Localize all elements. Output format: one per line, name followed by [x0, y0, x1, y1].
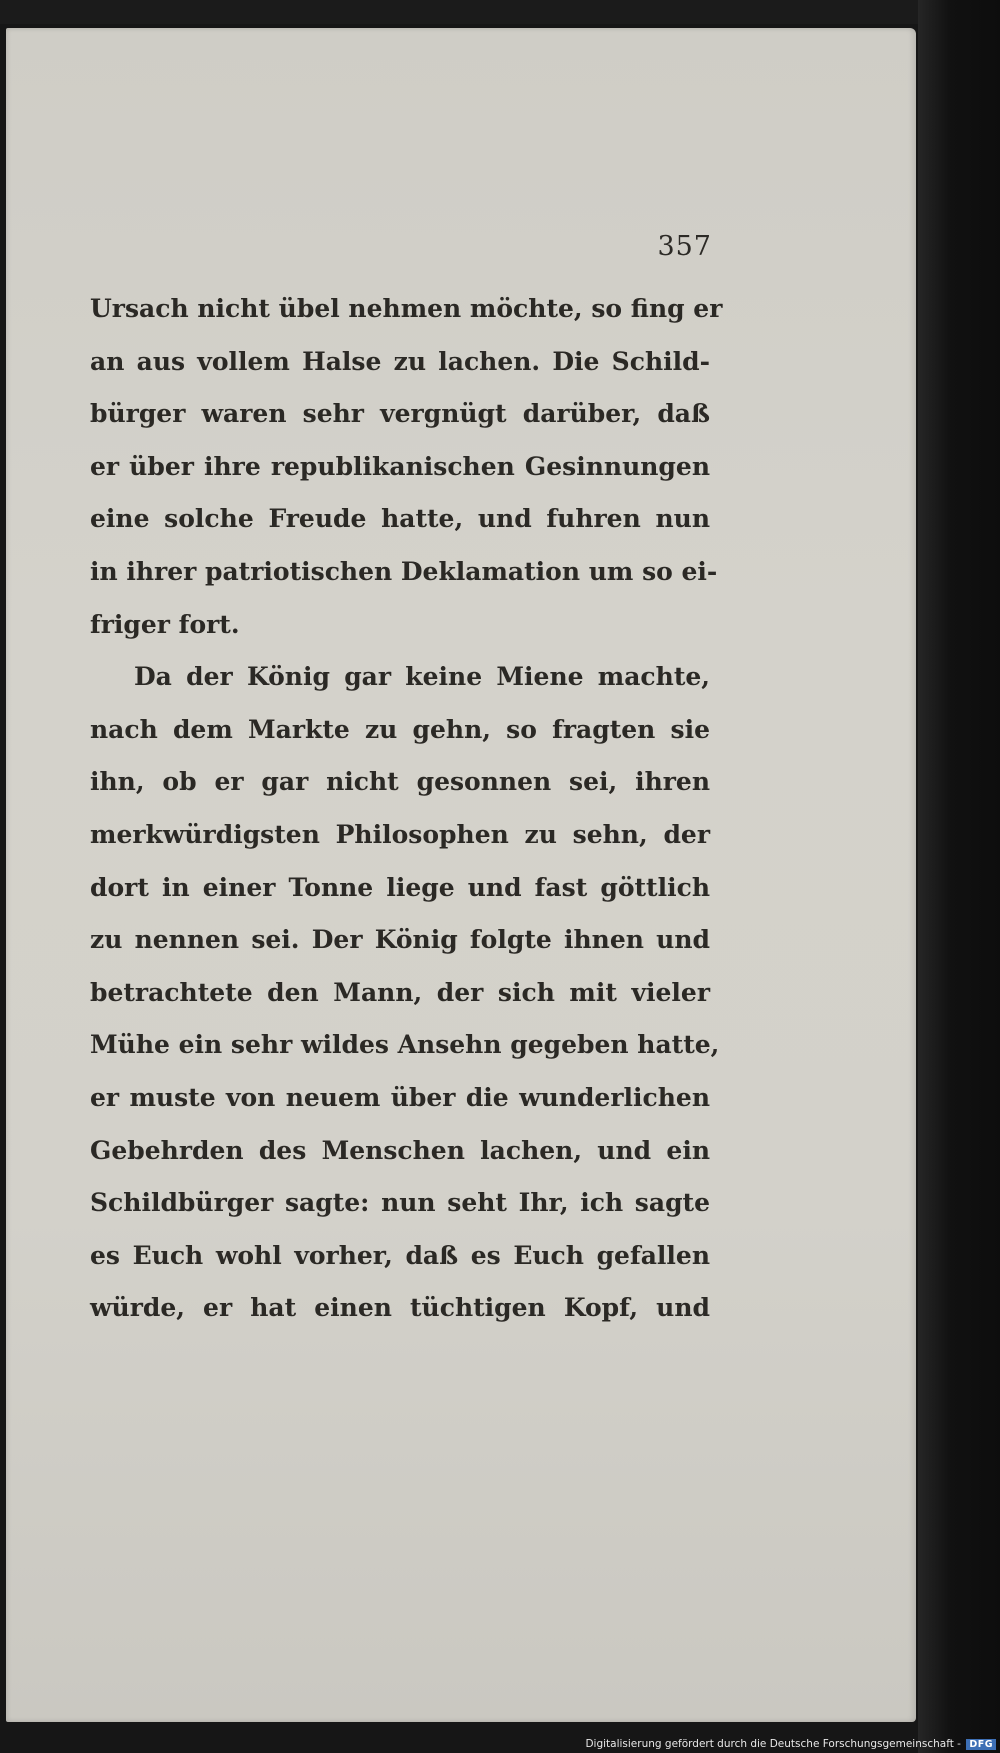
text-line: bürger waren sehr vergnügt darüber, daß [90, 399, 710, 429]
dfg-logo: DFG [966, 1739, 996, 1750]
text-line: Mühe ein sehr wildes Ansehn gegeben hatte, [90, 1030, 720, 1060]
text-line: an aus vollem Halse zu lachen. Die Schild- [90, 346, 710, 376]
text-line: ihn, ob er gar nicht gesonnen sei, ihren [90, 767, 710, 797]
funding-credit-text: Digitalisierung gefördert durch die Deutsche Forschungsgemeinschaft - [585, 1738, 961, 1750]
page-body-text [90, 283, 723, 1335]
text-line: er über ihre republikanischen Gesinnungen [90, 451, 710, 481]
text-line: würde, er hat einen tüchtigen Kopf, und [90, 1293, 710, 1323]
text-line: zu nennen sei. Der König folgte ihnen und [90, 925, 710, 955]
text-line: betrachtete den Mann, der sich mit vieler [90, 977, 710, 1007]
page-number: 357 [657, 231, 712, 262]
text-line: Gebehrden des Menschen lachen, und ein [90, 1135, 710, 1165]
text-line: Ursach nicht übel nehmen möchte, so fing er [90, 294, 723, 323]
top-dark-strip [0, 0, 1000, 24]
text-line: er muste von neuem über die wunderlichen [90, 1082, 710, 1112]
text-line: dort in einer Tonne liege und fast göttlich [90, 872, 710, 902]
text-line: Da der König gar keine Miene machte, [134, 662, 710, 692]
text-line: friger fort. [90, 609, 240, 639]
text-line: Schildbürger sagte: nun seht Ihr, ich sagte [90, 1188, 710, 1218]
text-line: nach dem Markte zu gehn, so fragten sie [90, 714, 710, 744]
funding-credit [585, 1738, 996, 1750]
text-line: es Euch wohl vorher, daß es Euch gefallen [90, 1240, 710, 1270]
text-line: in ihrer patriotischen Deklamation um so ei- [90, 556, 718, 586]
text-line: merkwürdigsten Philosophen zu sehn, der [90, 819, 710, 849]
text-line: eine solche Freude hatte, und fuhren nun [90, 504, 710, 534]
book-page [6, 28, 916, 1722]
right-dark-margin [918, 0, 1000, 1753]
